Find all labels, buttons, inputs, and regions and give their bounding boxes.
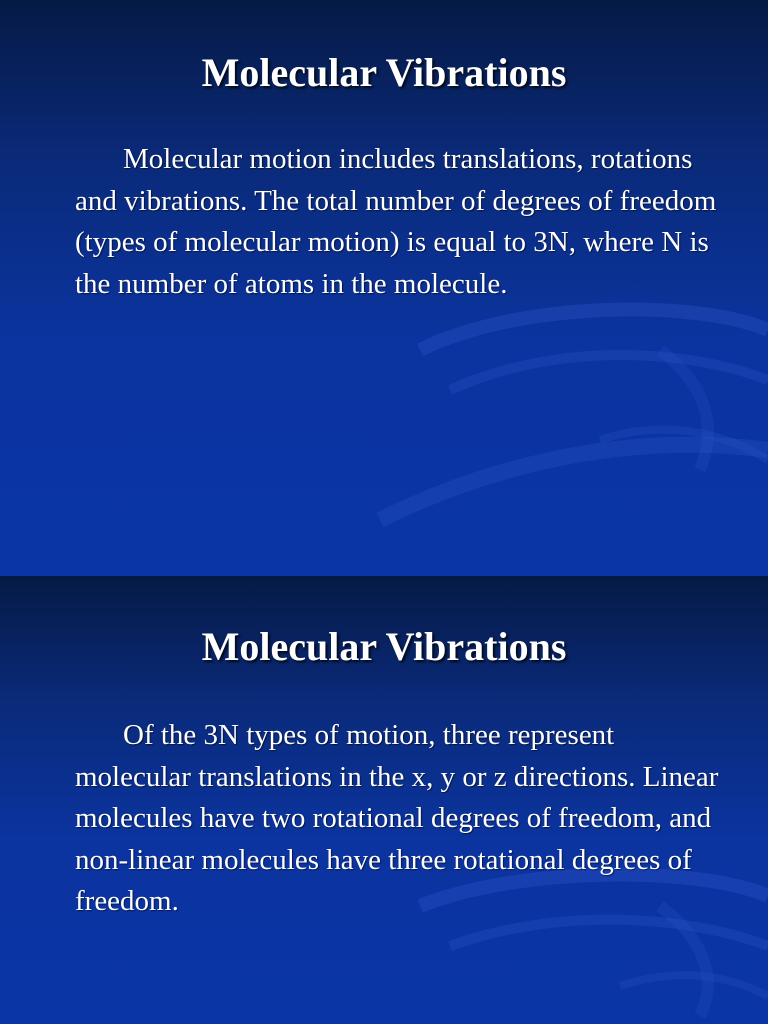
slide-body-text: Of the 3N types of motion, three represent molecular translations in the x, y or z directions. Linear molecules have two rotational degrees of freedom, and non-linear molecules have three rotational degrees of freedom. xyxy=(75,719,719,917)
slide-title: Molecular Vibrations xyxy=(201,50,567,95)
slide-title: Molecular Vibrations xyxy=(201,624,567,669)
slide-2 xyxy=(0,576,768,1024)
slide-body-text: Molecular motion includes translations, rotations and vibrations. The total number of degrees of freedom (types of molecular motion) is equal to 3N, where N is the number of atoms in the molecule. xyxy=(75,143,717,300)
